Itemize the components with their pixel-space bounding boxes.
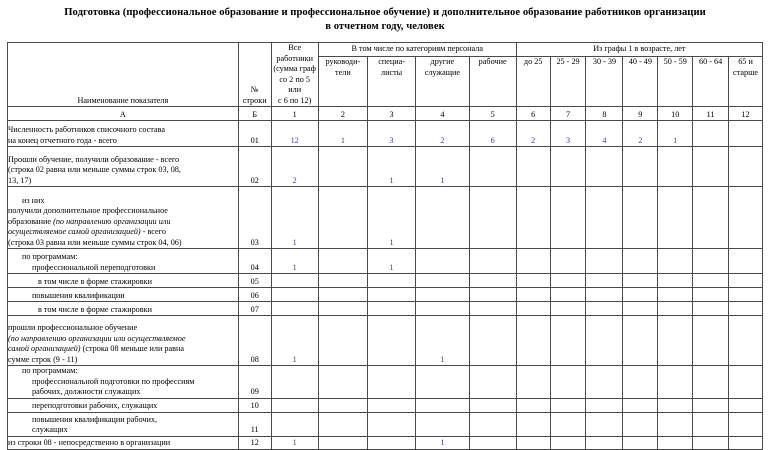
personnel-other-line1: другие [430,57,455,66]
header-age-25-29 [550,57,586,107]
cell-r08-c8[interactable] [586,316,623,366]
row-label-line: повышения квалификации [32,290,125,300]
cell-r11-c11[interactable] [693,412,729,436]
cell-r06-c5[interactable] [469,288,516,302]
cell-r10-c11[interactable] [693,398,729,412]
row-label-line: сумме строк (9 - 11) [8,354,78,364]
cell-r10-c6[interactable] [516,398,550,412]
table-row [8,147,763,187]
column-number-11: 11 [693,107,729,121]
cell-r10-c8[interactable] [586,398,623,412]
cell-r03-c2[interactable] [318,187,367,249]
row-label [8,147,239,187]
cell-r03-c8[interactable] [586,187,623,249]
column-number-10: 10 [658,107,693,121]
cell-r02-c5[interactable] [469,147,516,187]
title-line-2: в отчетном году, человек [325,21,445,32]
cell-r04-c6[interactable] [516,249,550,274]
personnel-workers-line1: рабочие [478,57,507,66]
cell-r12-c2[interactable] [318,436,367,449]
personnel-managers-line1: руководи- [325,57,361,66]
row-label [8,274,239,288]
row-label-line: повышения квалификации рабочих, [32,414,158,424]
row-label-line: на конец отчетного года - всего [8,135,117,145]
row-label-line: из них [22,195,45,205]
cell-r01-c10[interactable]: 1 [658,121,693,147]
row-label-line: (строка 02 равна или меньше суммы строк 03, 08, [8,165,181,174]
column-number-8: 8 [586,107,623,121]
cell-r07-c1[interactable] [271,302,318,316]
table-row [8,302,763,316]
table-row [8,366,763,399]
row-label [8,187,239,249]
header-row-number-line2: строки [242,95,267,105]
row-label [8,302,239,316]
cell-r10-c5[interactable] [469,398,516,412]
cell-r12-c8[interactable] [586,436,623,449]
row-label [8,121,239,147]
header-personnel-other-employees [416,57,469,107]
cell-r02-c1[interactable]: 2 [271,147,318,187]
cell-r11-c3[interactable] [368,412,416,436]
column-number-12: 12 [729,107,763,121]
table-row [8,436,763,449]
cell-r02-c11[interactable] [693,147,729,187]
cell-r07-c11[interactable] [693,302,729,316]
cell-r03-c7[interactable] [550,187,586,249]
row-label [8,436,239,449]
age-65-plus-line2: старше [733,67,759,77]
table-row [8,121,763,147]
cell-r08-c10[interactable] [658,316,693,366]
education-report-table [7,42,763,450]
cell-r11-c4[interactable] [416,412,469,436]
header-age-30-39 [586,57,623,107]
cell-r02-c2[interactable] [318,147,367,187]
row-label-line: Прошли обучение, получили образование - всего [8,154,180,164]
cell-r05-c6[interactable] [516,274,550,288]
cell-r12-c6[interactable] [516,436,550,449]
age-25-29-line1: 25 - 29 [556,57,580,66]
table-row [8,398,763,412]
cell-r11-c2[interactable] [318,412,367,436]
column-number-row [8,107,763,121]
header-row-number-col [238,43,271,107]
cell-r01-c12[interactable] [729,121,763,147]
cell-r11-c7[interactable] [550,412,586,436]
cell-r05-c10[interactable] [658,274,693,288]
cell-r03-c4[interactable] [416,187,469,249]
cell-r09-c9[interactable] [623,366,658,399]
header-age-50-59 [658,57,693,107]
row-label [8,366,239,399]
column-number-7: 7 [550,107,586,121]
cell-r08-c12[interactable] [729,316,763,366]
cell-r02-c10[interactable] [658,147,693,187]
title-line-1: Подготовка (профессиональное образование и профессиональное обучение) и дополнительное образование работников организации [64,7,706,18]
cell-r11-c5[interactable] [469,412,516,436]
cell-r09-c12[interactable] [729,366,763,399]
column-number-6: 6 [516,107,550,121]
cell-r01-c8[interactable]: 4 [586,121,623,147]
cell-r01-c1[interactable]: 12 [271,121,318,147]
row-number-02: 02 [238,147,271,187]
all-workers-line6: с 6 по 12) [278,95,312,105]
cell-r04-c2[interactable] [318,249,367,274]
cell-r04-c7[interactable] [550,249,586,274]
cell-r04-c4[interactable] [416,249,469,274]
row-label-line: образование (по направлению организации или [8,216,171,226]
cell-r07-c4[interactable] [416,302,469,316]
cell-r03-c1[interactable]: 1 [271,187,318,249]
cell-r09-c3[interactable] [368,366,416,399]
cell-r02-c6[interactable] [516,147,550,187]
cell-r11-c6[interactable] [516,412,550,436]
cell-r01-c5[interactable]: 6 [469,121,516,147]
row-number-08: 08 [238,316,271,366]
cell-r07-c9[interactable] [623,302,658,316]
header-group-personnel: В том числе по категориям персонала [318,43,516,57]
cell-r12-c11[interactable] [693,436,729,449]
row-label [8,316,239,366]
cell-r06-c1[interactable] [271,288,318,302]
table-row [8,187,763,249]
cell-r01-c9[interactable]: 2 [623,121,658,147]
cell-r03-c5[interactable] [469,187,516,249]
row-label-line: (по направлению организации или осуществляемое [8,333,186,343]
cell-r04-c10[interactable] [658,249,693,274]
cell-r12-c4[interactable]: 1 [416,436,469,449]
cell-r09-c4[interactable] [416,366,469,399]
header-personnel-managers [318,57,367,107]
row-number-04: 04 [238,249,271,274]
row-label [8,249,239,274]
cell-r01-c6[interactable]: 2 [516,121,550,147]
cell-r09-c8[interactable] [586,366,623,399]
cell-r06-c7[interactable] [550,288,586,302]
cell-r05-c8[interactable] [586,274,623,288]
table-body [8,121,763,450]
cell-r07-c10[interactable] [658,302,693,316]
row-number-07: 07 [238,302,271,316]
row-label-line: прошли профессиональное обучение [8,323,138,332]
row-label-line: (строка 03 равна или меньше суммы строк 04, 06) [8,237,182,247]
cell-r11-c10[interactable] [658,412,693,436]
header-personnel-specialists [368,57,416,107]
cell-r02-c3[interactable]: 1 [368,147,416,187]
row-number-03: 03 [238,187,271,249]
cell-r06-c3[interactable] [368,288,416,302]
cell-r08-c1[interactable]: 1 [271,316,318,366]
column-number-9: 9 [623,107,658,121]
header-name-col: Наименование показателя [8,43,239,107]
row-label-line: профессиональной переподготовки [32,262,156,272]
cell-r09-c1[interactable] [271,366,318,399]
column-number-2: 2 [318,107,367,121]
header-age-65-plus [729,57,763,107]
cell-r12-c7[interactable] [550,436,586,449]
table-row [8,274,763,288]
cell-r10-c3[interactable] [368,398,416,412]
age-40-49-line1: 40 - 49 [628,57,652,66]
row-label-line: по программам: [22,252,78,261]
cell-r12-c12[interactable] [729,436,763,449]
cell-r05-c1[interactable] [271,274,318,288]
all-workers-line2: работники [276,53,313,63]
cell-r06-c9[interactable] [623,288,658,302]
cell-r07-c3[interactable] [368,302,416,316]
cell-r05-c11[interactable] [693,274,729,288]
all-workers-line3: (сумма граф [273,64,316,73]
cell-r10-c2[interactable] [318,398,367,412]
all-workers-line4: со 2 по 5 [279,74,310,84]
header-age-40-49 [623,57,658,107]
column-number-А: А [8,107,239,121]
age-65-plus-line1: 65 и [738,57,753,66]
row-label-line: рабочих, должности служащих [32,387,141,396]
all-workers-line5: или [288,85,302,94]
cell-r12-c9[interactable] [623,436,658,449]
cell-r05-c4[interactable] [416,274,469,288]
personnel-specialists-line2: листы [381,67,403,77]
cell-r02-c8[interactable] [586,147,623,187]
cell-r02-c12[interactable] [729,147,763,187]
row-label-line: в том числе в форме стажировки [38,304,152,314]
cell-r07-c6[interactable] [516,302,550,316]
cell-r04-c5[interactable] [469,249,516,274]
row-label [8,398,239,412]
row-label-line: получили дополнительное профессиональное [8,206,168,215]
header-age-under-25 [516,57,550,107]
row-label-line: осуществляемое самой организацией) - всего [8,227,166,236]
cell-r03-c12[interactable] [729,187,763,249]
cell-r07-c8[interactable] [586,302,623,316]
cell-r11-c9[interactable] [623,412,658,436]
cell-r12-c10[interactable] [658,436,693,449]
cell-r09-c2[interactable] [318,366,367,399]
cell-r06-c8[interactable] [586,288,623,302]
cell-r03-c9[interactable] [623,187,658,249]
table-row [8,412,763,436]
cell-r06-c4[interactable] [416,288,469,302]
cell-r08-c3[interactable] [368,316,416,366]
cell-r08-c4[interactable]: 1 [416,316,469,366]
cell-r08-c11[interactable] [693,316,729,366]
cell-r06-c10[interactable] [658,288,693,302]
cell-r10-c7[interactable] [550,398,586,412]
age-under-25-line1: до 25 [523,57,543,66]
cell-r06-c12[interactable] [729,288,763,302]
cell-r06-c2[interactable] [318,288,367,302]
row-label-line: 13, 17) [8,175,32,185]
row-label [8,288,239,302]
cell-r03-c11[interactable] [693,187,729,249]
table-row [8,288,763,302]
cell-r03-c6[interactable] [516,187,550,249]
row-number-06: 06 [238,288,271,302]
age-60-64-line1: 60 - 64 [699,57,723,66]
cell-r12-c3[interactable] [368,436,416,449]
cell-r05-c7[interactable] [550,274,586,288]
cell-r01-c11[interactable] [693,121,729,147]
cell-r07-c7[interactable] [550,302,586,316]
column-number-1: 1 [271,107,318,121]
cell-r09-c10[interactable] [658,366,693,399]
header-age-60-64 [693,57,729,107]
table-head [8,43,763,121]
row-label-line: в том числе в форме стажировки [38,276,152,286]
cell-r10-c1[interactable] [271,398,318,412]
age-30-39-line1: 30 - 39 [592,57,617,66]
row-number-05: 05 [238,274,271,288]
row-label-line: служащих [32,425,68,434]
personnel-managers-line2: тели [335,67,351,77]
page-title [0,0,770,39]
row-label [8,412,239,436]
cell-r10-c12[interactable] [729,398,763,412]
cell-r03-c10[interactable] [658,187,693,249]
all-workers-line1: Все [288,43,302,52]
cell-r05-c5[interactable] [469,274,516,288]
row-number-10: 10 [238,398,271,412]
cell-r07-c2[interactable] [318,302,367,316]
cell-r04-c8[interactable] [586,249,623,274]
cell-r10-c10[interactable] [658,398,693,412]
cell-r08-c5[interactable] [469,316,516,366]
header-group-age: Из графы 1 в возрасте, лет [516,43,762,57]
row-number-11: 11 [238,412,271,436]
cell-r09-c5[interactable] [469,366,516,399]
cell-r10-c4[interactable] [416,398,469,412]
cell-r04-c3[interactable]: 1 [368,249,416,274]
row-label-line: по программам: [22,366,78,375]
cell-r01-c3[interactable]: 3 [368,121,416,147]
cell-r07-c12[interactable] [729,302,763,316]
cell-r04-c11[interactable] [693,249,729,274]
cell-r01-c4[interactable]: 2 [416,121,469,147]
cell-r09-c7[interactable] [550,366,586,399]
cell-r08-c9[interactable] [623,316,658,366]
personnel-other-line2: служащие [424,67,461,77]
cell-r11-c12[interactable] [729,412,763,436]
cell-r05-c9[interactable] [623,274,658,288]
cell-r10-c9[interactable] [623,398,658,412]
cell-r05-c12[interactable] [729,274,763,288]
cell-r02-c4[interactable]: 1 [416,147,469,187]
personnel-specialists-line1: специа- [378,57,405,66]
cell-r04-c9[interactable] [623,249,658,274]
column-number-5: 5 [469,107,516,121]
cell-r06-c11[interactable] [693,288,729,302]
row-number-12: 12 [238,436,271,449]
cell-r04-c1[interactable]: 1 [271,249,318,274]
cell-r02-c9[interactable] [623,147,658,187]
row-label-line: из строки 08 - непосредственно в организации [8,438,171,447]
row-label-line: самой организацией) (строка 08 меньше или равна [8,344,185,353]
cell-r12-c5[interactable] [469,436,516,449]
cell-r06-c6[interactable] [516,288,550,302]
cell-r11-c8[interactable] [586,412,623,436]
cell-r03-c3[interactable]: 1 [368,187,416,249]
cell-r09-c11[interactable] [693,366,729,399]
header-row-number-line1: № [250,85,259,94]
cell-r08-c6[interactable] [516,316,550,366]
cell-r01-c7[interactable]: 3 [550,121,586,147]
cell-r04-c12[interactable] [729,249,763,274]
cell-r08-c2[interactable] [318,316,367,366]
cell-r12-c1[interactable]: 1 [271,436,318,449]
header-personnel-workers [469,57,516,107]
table-row [8,316,763,366]
cell-r01-c2[interactable]: 1 [318,121,367,147]
column-number-3: 3 [368,107,416,121]
row-number-01: 01 [238,121,271,147]
column-number-Б: Б [238,107,271,121]
cell-r05-c2[interactable] [318,274,367,288]
row-label-line: профессиональной подготовки по профессиям [32,376,195,386]
cell-r02-c7[interactable] [550,147,586,187]
header-row-top [8,43,763,57]
row-label-line: Численность работников списочного состава [8,125,165,134]
table-row [8,249,763,274]
header-all-workers-col [271,43,318,107]
row-number-09: 09 [238,366,271,399]
column-number-4: 4 [416,107,469,121]
cell-r08-c7[interactable] [550,316,586,366]
cell-r09-c6[interactable] [516,366,550,399]
cell-r11-c1[interactable] [271,412,318,436]
cell-r07-c5[interactable] [469,302,516,316]
row-label-line: переподготовки рабочих, служащих [32,401,158,410]
age-50-59-line1: 50 - 59 [663,57,687,66]
cell-r05-c3[interactable] [368,274,416,288]
